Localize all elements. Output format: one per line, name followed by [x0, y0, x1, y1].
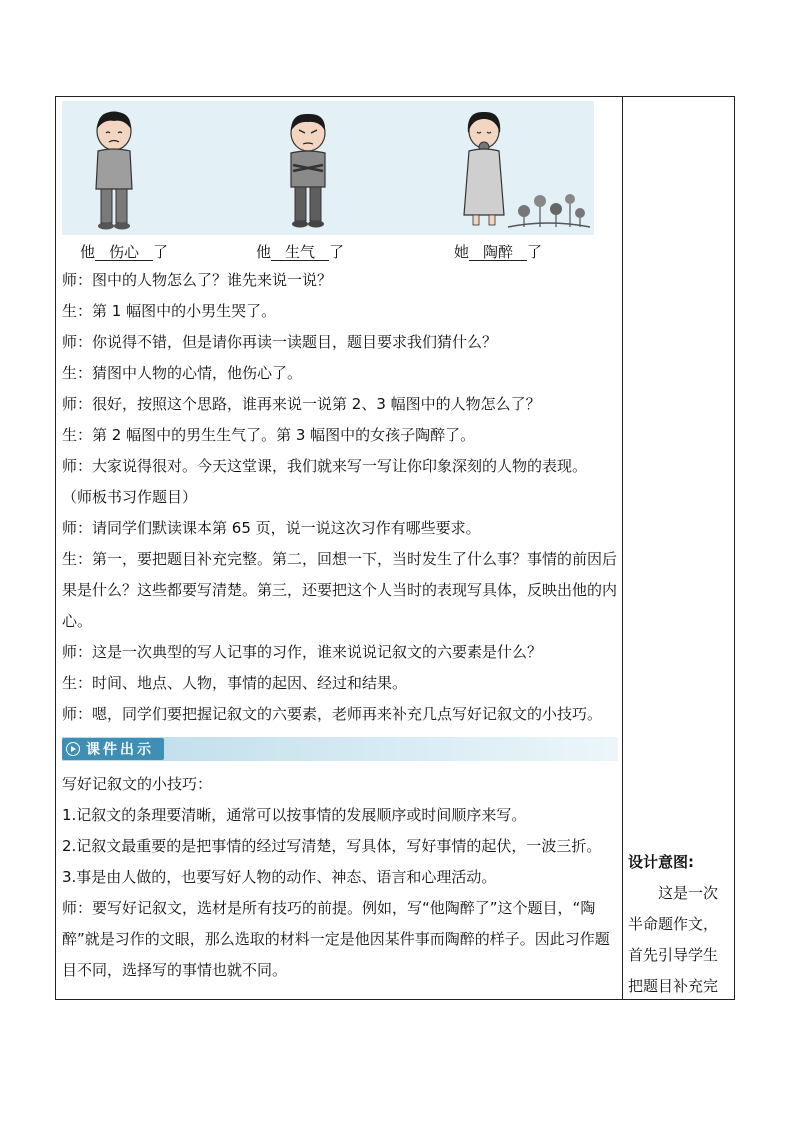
dialogue-line: 师：这是一次典型的写人记事的习作，谁来说说记叙文的六要素是什么？	[62, 643, 543, 661]
image-captions	[62, 235, 618, 265]
dialogue-line: 师：大家说得很对。今天这堂课，我们就来写一写让你印象深刻的人物的表现。	[62, 457, 588, 475]
tip-item: 1.记叙文的条理要清晰，通常可以按事情的发展顺序或时间顺序来写。	[62, 806, 527, 824]
caption-blank: 陶醉	[469, 244, 527, 261]
design-intent-line: 首先引导学生	[628, 946, 719, 964]
design-intent-line: 这是一次	[628, 884, 719, 902]
dialogue-line: 生：猜图中人物的心情，他伤心了。	[62, 364, 303, 382]
caption-1	[80, 241, 168, 262]
dialogue-line: 师：嗯，同学们要把握记叙文的六要素，老师再来补充几点写好记叙文的小技巧。	[62, 705, 603, 723]
girl-with-flowers-illustration	[458, 107, 596, 231]
dialogue-line: 生：第 2 幅图中的男生生气了。第 3 幅图中的女孩子陶醉了。	[62, 426, 476, 444]
caption-blank: 生气	[271, 244, 329, 261]
dialogue-line: 生：第 1 幅图中的小男生哭了。	[62, 302, 277, 320]
play-circle-icon	[66, 742, 80, 756]
dialogue-line: （师板书习作题目）	[62, 488, 198, 506]
caption-blank: 伤心	[95, 244, 153, 261]
tip-item: 3.事是由人做的，也要写好人物的动作、神态、语言和心理活动。	[62, 868, 497, 886]
caption-suffix: 了	[527, 243, 543, 261]
requirements-paragraph: 生：第一，要把题目补充完整。第二，回想一下，当时发生了什么事？事情的前因后果是什么？这些都要写清楚。第三，还要把这个人当时的表现写具体，反映出他的内心。	[62, 550, 618, 630]
tip-item: 2.记叙文最重要的是把事情的经过写清楚，写具体，写好事情的起伏，一波三折。	[62, 837, 602, 855]
final-paragraph: 师：要写好记叙文，选材是所有技巧的前提。例如，写“他陶醉了”这个题目，“陶醉”就是习作的文眼，那么选取的材料一定是他因某件事而陶醉的样子。因此习作题目不同，选择写的事情也就不同。	[62, 899, 610, 979]
dialogue-line: 师：很好，按照这个思路，谁再来说一说第 2、3 幅图中的人物怎么了？	[62, 395, 541, 413]
caption-2	[256, 241, 344, 262]
design-intent-line: 把题目补充完	[628, 977, 719, 995]
dialogue-line: 生：时间、地点、人物，事情的起因、经过和结果。	[62, 674, 408, 692]
column-divider	[622, 97, 623, 999]
design-intent-column	[628, 847, 732, 1002]
caption-prefix: 她	[454, 243, 470, 261]
lesson-table	[55, 96, 735, 1000]
dialogue-line: 师：图中的人物怎么了？谁先来说一说？	[62, 271, 333, 289]
caption-suffix: 了	[153, 243, 169, 261]
design-intent-line: 半命题作文，	[628, 915, 719, 933]
caption-prefix: 他	[256, 243, 272, 261]
design-intent-title: 设计意图:	[628, 853, 694, 871]
tips-heading: 写好记叙文的小技巧：	[62, 775, 213, 793]
angry-boy-illustration	[278, 107, 338, 231]
caption-prefix: 他	[80, 243, 96, 261]
courseware-tag	[62, 738, 164, 760]
courseware-banner	[62, 737, 618, 761]
main-column	[62, 101, 618, 986]
caption-suffix: 了	[329, 243, 345, 261]
dialogue-line: 师：请同学们默读课本第 65 页，说一说这次习作有哪些要求。	[62, 519, 481, 537]
dialogue-line: 师：你说得不错，但是请你再读一读题目，题目要求我们猜什么？	[62, 333, 498, 351]
illustration-panel	[62, 101, 594, 235]
sad-boy-illustration	[84, 107, 144, 231]
caption-3	[454, 241, 542, 262]
banner-label: 课件出示	[86, 742, 154, 758]
